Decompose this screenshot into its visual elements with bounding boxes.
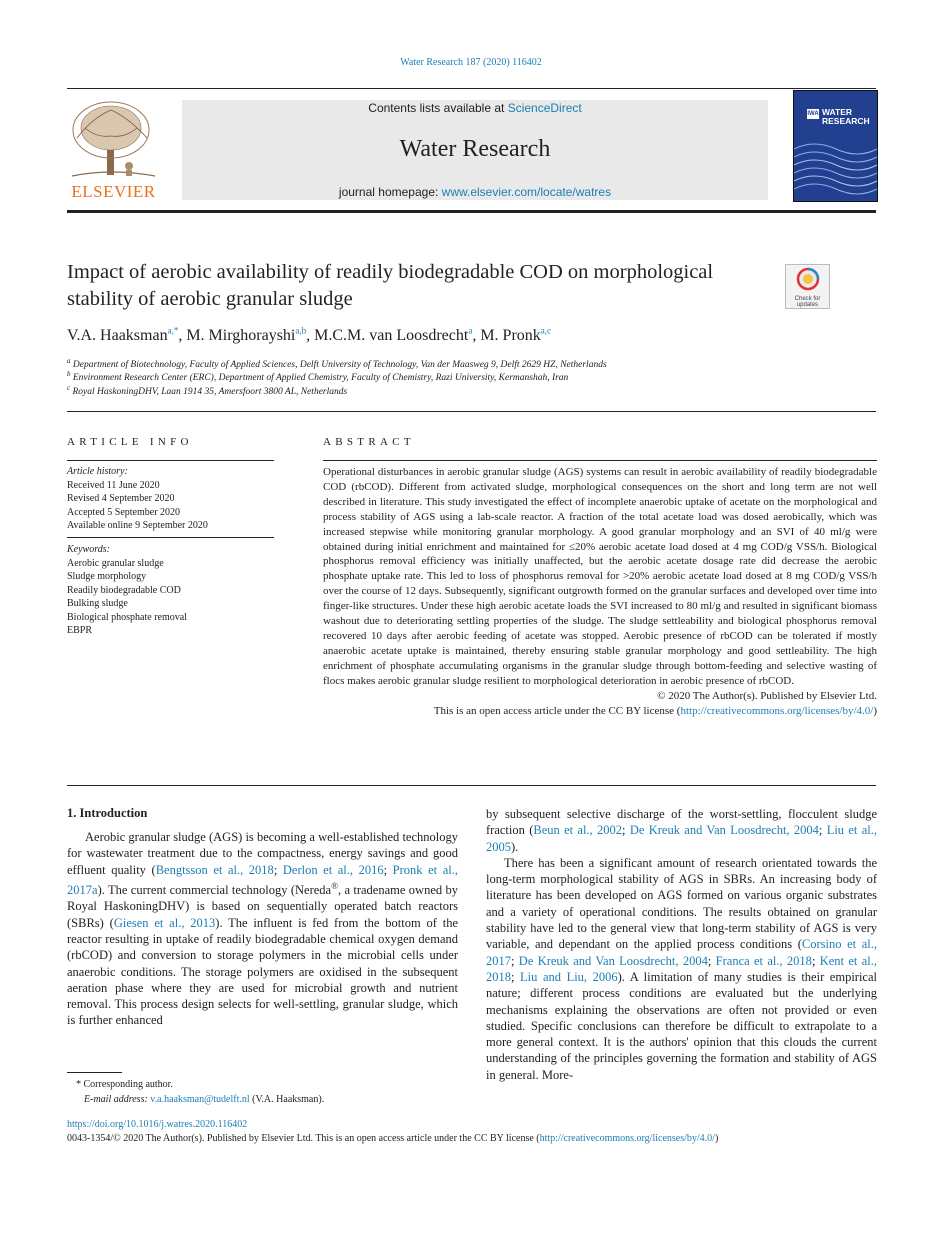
keyword: EBPR bbox=[67, 625, 93, 636]
abstract-bottom-rule bbox=[67, 785, 876, 786]
footer-license-link[interactable]: http://creativecommons.org/licenses/by/4.0/ bbox=[539, 1133, 715, 1144]
citation-link[interactable]: Liu et al., 2005 bbox=[486, 823, 878, 854]
footnote: * Corresponding author. E-mail address: v.a.haaksman@tudelft.nl (V.A. Haaksman). bbox=[76, 1079, 325, 1105]
cover-title: WATER RESEARCH bbox=[822, 107, 870, 126]
abstract bbox=[323, 465, 877, 718]
journal-cover[interactable] bbox=[793, 90, 878, 202]
keyword: Sludge morphology bbox=[67, 571, 147, 582]
homepage-line: journal homepage: www.elsevier.com/locate/watres bbox=[338, 185, 612, 199]
article-info-heading: ARTICLE INFO bbox=[67, 436, 193, 448]
author[interactable]: M. Pronk$^{a,c}$ bbox=[480, 326, 552, 345]
license-link[interactable]: http://creativecommons.org/licenses/by/4.0/ bbox=[680, 704, 874, 717]
citation-link[interactable]: Pronk et al., 2017a bbox=[67, 862, 458, 898]
citation-link[interactable]: Bengtsson et al., 2018 bbox=[155, 862, 274, 877]
affiliation: $^b$ Environment Research Center (ERC), Department of Applied Chemistry, Faculty of Chemistry, Razi University, Kermanshah, Iran bbox=[67, 370, 569, 384]
abstract-text: Operational disturbances in aerobic granular sludge (AGS) systems can result in aerobic availability of readily biodegradable COD (rbCOD). Different from activated sludge, morphological consequences on the short and long term are not well described in literature. This study investigated the effect of incomplete anaerobic uptake of acetate on the morphological and process stability of AGS using a lab-scale reactor. A fraction of the total acetate load was dosed aerobically, which was increased stepwise while monitoring granular morphology. A good granular morphology and an SVI of 40 ml/g were obtained during initial enrichment and maintained for ≤20% aerobic acetate load dosed at 4 mg COD/g VSS/h. Biological phosphorus removal efficiency was initially unaffected, but the aerobic acetate dosage rate did decrease the aerobic phosphate uptake rate. This led to loss of phosphorus removal for >20% aerobic acetate load dosed at 8 mg COD/g VSS/h over the course of 12 days. Subsequently, significant outgrowth formed on the granular surfaces and developed over time into finger-like structures. Under these high aerobic acetate loads the SVI increased to 80 ml/g and resulted in significant biomass washout due to deteriorating settling properties of the sludge. The sludge settleability and biological phosphorus removal recovered 10 days after aerobic feeding of acetate was stopped. Aerobic presence of rbCOD can be tolerated if mostly anaerobic acetate uptake is maintained, thereby ensuring stable granular morphology and good settleability. The high enrichment of phosphate accumulating organisms in the granular sludge through bottom-feeding and selective wasting of flocs makes aerobic granular sludge resilient to morphological deterioration in aerobic presence of rbCOD. bbox=[323, 466, 877, 687]
section-heading-introduction: 1. Introduction bbox=[67, 806, 148, 820]
citation-link[interactable]: De Kreuk and Van Loosdrecht, 2004 bbox=[518, 953, 708, 968]
abstract-rule bbox=[323, 460, 877, 461]
sciencedirect-link[interactable]: ScienceDirect bbox=[507, 101, 582, 115]
citation-link[interactable]: Liu and Liu, 2006 bbox=[520, 969, 618, 984]
footer-copyright: 0043-1354/© 2020 The Author(s). Published by Elsevier Ltd. This is an open access article under the CC BY license (http://creativecommons.org/licenses/by/4.0/) bbox=[67, 1133, 719, 1144]
keyword: Readily biodegradable COD bbox=[67, 584, 181, 596]
article-title: Impact of aerobic availability of readily biodegradable COD on morphological stability of aerobic granular sludge bbox=[67, 261, 714, 310]
check-for-updates-badge[interactable]: Check for updates bbox=[785, 264, 830, 309]
citation-link[interactable]: Kent et al., 2018 bbox=[486, 953, 877, 984]
paragraph: Aerobic granular sludge (AGS) is becoming a well-established technology for wastewater treatment due to the compactness, energy savings and good effluent quality (Bengtsson et al., 2018; Derlon et al., 2016; Pronk et al., 2017a). The current commercial technology (Nereda®, a tradename owned by Royal HaskoningDHV) is based on sequentially operated batch reactors (SBRs) (Giesen et al., 2013). The influent is fed from the bottom of the reactor resulting in uptake of readily biodegradable chemical oxygen demand (rbCOD) and conversion to storage polymers in the microbial cells under anaerobic conditions. The storage polymers are oxidised in the subsequent aeration phase where they are used for microbial growth and nutrient removal. This process design selects for well-settling, granular sludge, which is further enhanced bbox=[67, 830, 458, 1028]
article-info-rule bbox=[67, 460, 274, 461]
paragraph: There has been a significant amount of research orientated towards the long-term morphological stability of AGS in SBRs. An increasing body of literature has been developed on AGS formed on various organic substrates and a variety of operational conditions. The results obtained on granular stability have led to the general view that long-term stability of AGS is very variable, and dependant on the applied process conditions (Corsino et al., 2017; De Kreuk and Van Loosdrecht, 2004; Franca et al., 2018; Kent et al., 2018; Liu and Liu, 2006). A limitation of many studies is their empirical nature; different process conditions are evaluated but the underlying mechanisms explaining the observations are often not provided or even studied. Specific conclusions can therefore be difficult to extrapolate to a more general context. It is the authors' opinion that this clouds the current understanding of the principles governing the formation and stability of AGS in general. More- bbox=[486, 855, 877, 1082]
header-top-rule bbox=[67, 88, 876, 89]
journal-banner bbox=[182, 100, 768, 200]
doi-link[interactable]: https://doi.org/10.1016/j.watres.2020.116402 bbox=[67, 1119, 248, 1130]
affiliation: $^a$ Department of Biotechnology, Faculty of Applied Sciences, Delft University of Technology, Van der Maasweg 9, Delft 2629 HZ, Netherlands bbox=[67, 357, 607, 371]
footnote-rule bbox=[67, 1072, 122, 1073]
body-column-right bbox=[486, 806, 877, 1083]
homepage-link[interactable]: www.elsevier.com/locate/watres bbox=[441, 185, 612, 199]
paragraph: by subsequent selective discharge of the worst-settling, flocculent sludge fraction (Beun et al., 2002; De Kreuk and Van Loosdrecht, 2004; Liu et al., 2005). bbox=[486, 807, 878, 854]
affiliations-rule bbox=[67, 411, 876, 412]
abstract-license: This is an open access article under the CC BY license (http://creativecommons.org/licenses/by/4.0/) bbox=[433, 704, 877, 717]
article-history: Article history: Received 11 June 2020 Revised 4 September 2020 Accepted 5 September 2020 Available online 9 September 2020 bbox=[67, 466, 208, 531]
email-link[interactable]: v.a.haaksman@tudelft.nl bbox=[150, 1093, 250, 1105]
body-column-left bbox=[67, 829, 458, 1029]
author[interactable]: M.C.M. van Loosdrecht$^a$, bbox=[314, 326, 481, 345]
keyword: Bulking sludge bbox=[67, 598, 128, 609]
cover-wave-art bbox=[794, 131, 877, 201]
author-list bbox=[67, 326, 551, 345]
citation-link[interactable]: Giesen et al., 2013 bbox=[113, 915, 216, 930]
header-bottom-rule bbox=[67, 210, 876, 213]
citation-link[interactable]: Derlon et al., 2016 bbox=[282, 862, 384, 877]
keywords-rule bbox=[67, 537, 274, 538]
affiliation: $^c$ Royal HaskoningDHV, Laan 1914 35, Amersfoort 3800 AL, Netherlands bbox=[67, 384, 348, 398]
crossmark-icon bbox=[796, 267, 820, 291]
citation-link[interactable]: Beun et al., 2002 bbox=[533, 823, 623, 838]
citation-link[interactable]: De Kreuk and Van Loosdrecht, 2004 bbox=[629, 823, 819, 838]
citation-link[interactable]: Franca et al., 2018 bbox=[715, 953, 812, 968]
iwa-badge: IWA bbox=[807, 111, 819, 117]
citation-link[interactable]: Corsino et al., 2017 bbox=[486, 937, 877, 968]
abstract-copyright: © 2020 The Author(s). Published by Elsevier Ltd. bbox=[657, 689, 877, 702]
keywords-list: Keywords: Aerobic granular sludge Sludge morphology Readily biodegradable COD Bulking sludge Biological phosphate removal EBPR bbox=[67, 544, 187, 636]
keyword: Aerobic granular sludge bbox=[67, 557, 164, 569]
abstract-heading: ABSTRACT bbox=[323, 436, 415, 448]
publisher-wordmark: ELSEVIER bbox=[71, 182, 156, 201]
keyword: Biological phosphate removal bbox=[67, 611, 187, 623]
journal-title: Water Research bbox=[399, 136, 551, 162]
author[interactable]: V.A. Haaksman$^{a,*}$, bbox=[67, 326, 187, 345]
contents-line: Contents lists available at ScienceDirect bbox=[368, 101, 582, 115]
elsevier-logo bbox=[67, 98, 160, 201]
journal-reference[interactable]: Water Research 187 (2020) 116402 bbox=[400, 57, 542, 68]
author[interactable]: M. Mirghorayshi$^{a,b}$, bbox=[186, 326, 315, 345]
